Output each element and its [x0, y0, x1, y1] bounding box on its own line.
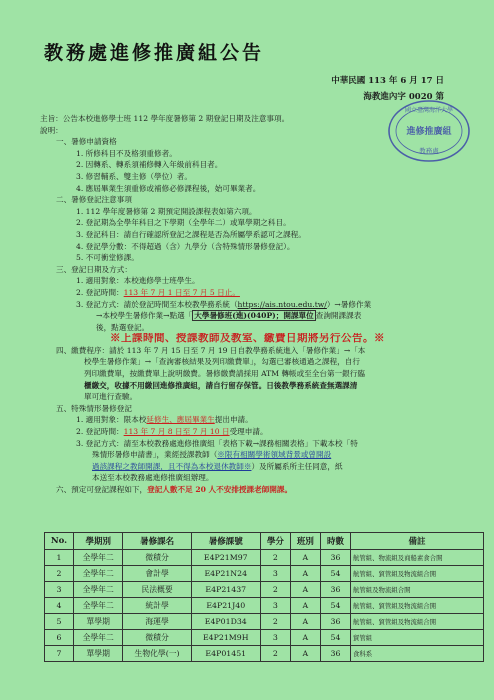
method-text: 查詢開課課表 [315, 311, 362, 321]
table-cell: A [290, 582, 320, 598]
section-1-title: 一、暑修申請資格 [56, 137, 117, 147]
registration-time-value: 113 年 7 月 1 日至 7 月 5 日止。 [123, 287, 240, 297]
table-cell: 2 [45, 566, 74, 582]
stamp-text: 進修推廣組 [406, 127, 452, 137]
table-cell: A [290, 598, 320, 614]
list-text: 提出申請。 [214, 415, 253, 425]
table-cell: E4P21437 [191, 582, 260, 598]
table-cell: 36 [320, 646, 350, 662]
list-item: 1. 所修科目不及格須重修者。 [76, 148, 177, 158]
table-cell: A [290, 566, 320, 582]
table-cell: 單學期 [74, 614, 123, 630]
column-header: 暑修課名 [123, 533, 191, 550]
table-header-row [45, 533, 484, 550]
table-cell: A [290, 646, 320, 662]
table-cell: 1 [45, 550, 74, 566]
table-cell: E4P21M9H [191, 630, 260, 646]
table-cell: E4P21N24 [191, 566, 260, 582]
table-cell: 貿管組 [351, 630, 484, 646]
stamp-text: 教務處 [419, 147, 439, 155]
table-cell: 航管組及物流組合開 [351, 582, 484, 598]
table-cell: A [290, 550, 320, 566]
table-cell: 航管組、貿管組及物流組合開 [351, 566, 484, 582]
table-cell: 全學年二 [74, 582, 123, 598]
list-item: 1. 112 學年度暑修第 2 期預定開設課程表如第六項。 [76, 206, 257, 216]
table-cell: 4 [45, 598, 74, 614]
table-cell: 5 [45, 614, 74, 630]
teacher-restriction-note: ※限有相關學術領域背景或曾開設 [217, 450, 332, 460]
column-header: 暑修課號 [191, 533, 260, 550]
method-text: 3. 登記方式：請於登記時間至本校教學務系統（ [76, 299, 238, 309]
table-cell: 統計學 [123, 598, 191, 614]
table-cell: E4P21M97 [191, 550, 260, 566]
course-unit-box: 大學暑修班(進)(040P)；開課單位 [194, 311, 314, 321]
list-item: 2. 登記期為全學年科目之下學期（全學年二）或單學期之科目。 [76, 218, 291, 228]
table-cell: 3 [260, 566, 290, 582]
table-cell: 2 [260, 582, 290, 598]
table-cell: 7 [45, 646, 74, 662]
column-header: 學分 [260, 533, 290, 550]
table-cell: 54 [320, 598, 350, 614]
section-4-line: 校學生暑修作業」→「查詢審核結果及列印繳費單」，勾選已審核通過之課程，自行 [84, 357, 360, 367]
list-item-continued: 後，點選登記。 [96, 322, 150, 332]
table-cell: 36 [320, 582, 350, 598]
table-cell: 2 [260, 646, 290, 662]
table-cell: 3 [45, 582, 74, 598]
table-row [45, 550, 484, 566]
table-cell: 航管組、貿管組及物流組合開 [351, 614, 484, 630]
method-text: ）→暑修作業 [326, 299, 372, 309]
special-registration-time: 113 年 7 月 8 日至 7 月 10 日 [123, 427, 230, 437]
list-item-continued [40, 310, 460, 322]
list-text: 2. 登記時間： [76, 427, 124, 437]
list-item-continued: 本送至本校教務處進修推廣組辦理。 [92, 473, 214, 483]
table-cell: 全學年二 [74, 566, 123, 582]
list-item: 2. 因轉系、轉系須補修轉入年級前科目者。 [76, 160, 223, 170]
system-url-link[interactable]: https://ais.ntou.edu.tw/ [237, 299, 327, 309]
table-cell: 微積分 [123, 550, 191, 566]
schedule-notice: ※上課時間、授課教師及教室、繳費日期將另行公告。※ [110, 333, 385, 345]
table-cell: 生物化學(一) [123, 646, 191, 662]
table-cell: 2 [260, 550, 290, 566]
table-cell: 全學年二 [74, 630, 123, 646]
table-cell: 6 [45, 630, 74, 646]
registration-time-label: 2. 登記時間： [76, 287, 124, 297]
list-text: 殊情形暑修申請書」，業經授課教師（ [92, 450, 218, 460]
table-cell: 會計學 [123, 566, 191, 582]
section-2-title: 二、暑修登記注意事項 [56, 195, 132, 205]
table-cell: 36 [320, 614, 350, 630]
table-cell: E4P21J40 [191, 598, 260, 614]
list-item: 3. 修習輔系、雙主修（學位）者。 [76, 171, 192, 181]
list-item-continued [40, 461, 460, 473]
list-text: 受理申請。 [229, 427, 268, 437]
column-header: 備註 [351, 533, 484, 550]
table-cell: 36 [320, 550, 350, 566]
section-5-title: 五、特殊情形暑修登記 [56, 403, 132, 413]
column-header: No. [45, 533, 74, 550]
table-row [45, 566, 484, 582]
table-cell: 微積分 [123, 630, 191, 646]
eligible-students: 延修生、應屆畢業生 [146, 415, 215, 425]
subject-line: 主旨：公告本校進修學士班 112 學年度暑修第 2 期登記日期及注意事項。 [40, 114, 290, 123]
course-table [44, 532, 484, 662]
section-4-line: 單可進行查驗。 [84, 392, 138, 402]
table-cell: A [290, 630, 320, 646]
document-number: 海教進內字 0020 第 [363, 92, 444, 102]
table-cell: 航管組、貿管組及物流組合開 [351, 598, 484, 614]
table-cell: 全學年二 [74, 598, 123, 614]
list-item: 3. 登記科目：請自行確認所登記之課程是否為所屬學系認可之課程。 [76, 229, 306, 239]
table-cell: 2 [260, 614, 290, 630]
method-text: →本校學生暑修作業→點選「 [96, 311, 193, 321]
teacher-restriction-note: 過該課程之教師開課，且不得為本校退休教師※ [92, 461, 252, 471]
column-header: 班別 [290, 533, 320, 550]
table-cell: 全學年二 [74, 550, 123, 566]
section-4-line: 列印繳費單，按繳費單上說明繳費。暑修繳費請採用 ATM 轉帳或至全台第一銀行臨 [84, 369, 365, 379]
table-cell: 54 [320, 566, 350, 582]
column-header: 時數 [320, 533, 350, 550]
announcement-body [40, 113, 460, 496]
table-row [45, 598, 484, 614]
minimum-enrollment-note: 登記人數不足 20 人不安排授課老師開課。 [147, 485, 293, 494]
table-row [45, 582, 484, 598]
list-item: 4. 應屆畢業生須重修或補修必修課程後，始可畢業者。 [76, 183, 261, 193]
section-3-title: 三、登記日期及方式： [56, 264, 132, 274]
announcement-date: 中華民國 113 年 6 月 17 日 [331, 76, 444, 86]
course-table-body [45, 550, 484, 662]
list-item [40, 299, 460, 311]
table-cell: 食科系 [351, 646, 484, 662]
list-text: ）及所屬系所主任同意，紙 [251, 461, 343, 471]
list-item [40, 426, 460, 438]
table-row [45, 614, 484, 630]
section-6-line [40, 484, 460, 496]
list-item: 5. 不可衝堂修課。 [76, 253, 139, 263]
section-4-line: 櫃繳交，收據不用繳回進修推廣組，請自行留存保管。日後教學務系統查無選課清 [84, 380, 358, 390]
table-cell: 3 [260, 598, 290, 614]
table-cell: 民法概要 [123, 582, 191, 598]
list-text: 1. 適用對象：限本校 [76, 415, 147, 425]
section-4-line: 四、繳費程序：請於 113 年 7 月 15 日至 7 月 19 日自教學務系統進入「暑修作業」→「本 [56, 345, 366, 355]
table-row [45, 646, 484, 662]
page-title: 教務處進修推廣組公告 [44, 42, 265, 64]
table-cell: 航管組、物流組及商船素食合開 [351, 550, 484, 566]
list-item [40, 287, 460, 299]
column-header: 學期別 [74, 533, 123, 550]
table-cell: 單學期 [74, 646, 123, 662]
list-item: 3. 登記方式：請至本校教務處進修推廣組「表格下載→課務相關表格」下載本校「特 [76, 438, 358, 448]
list-item: 4. 登記學分數：不得超過（含）九學分（含特殊情形暑修登記）。 [76, 241, 295, 251]
table-cell: E4P01451 [191, 646, 260, 662]
stamp-text: 國立臺灣海洋大學 [404, 107, 454, 114]
table-cell: 3 [260, 630, 290, 646]
list-item: 1. 適用對象：本校進修學士班學生。 [76, 276, 200, 286]
table-cell: 海運學 [123, 614, 191, 630]
explain-label: 說明： [40, 125, 63, 135]
table-cell: A [290, 614, 320, 630]
list-item-continued [40, 449, 460, 461]
table-cell: E4P01D34 [191, 614, 260, 630]
section-6-title: 六、預定可登記課程如下， [56, 485, 148, 494]
table-row [45, 630, 484, 646]
table-cell: 54 [320, 630, 350, 646]
list-item [40, 414, 460, 426]
